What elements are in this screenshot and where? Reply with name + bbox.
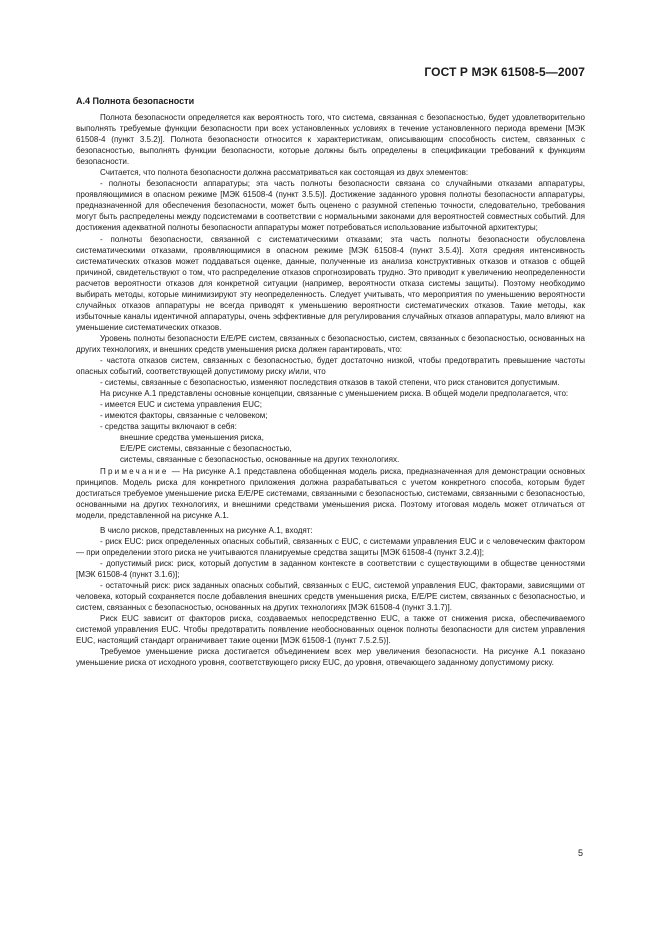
paragraph: - допустимый риск: риск, который допустим в заданном контексте в соответствии с существующими в обществе ценностями [МЭК 61508-4 (пункт 3.1.6)]; (76, 558, 585, 579)
paragraph: Полнота безопасности определяется как вероятность того, что система, связанная с безопасностью, будет удовлетворительно выполнять требуемые функции безопасности при всех установленных условиях в течение установленного периода времени [МЭК 61508-4 (пункт 3.5.2)]. Полнота безопасности относится к характеристикам, описывающим способность систем, связанных с безопасностью, выполнять функции безопасности, которые должны быть определены в спецификации требований к функциям безопасности. (76, 113, 585, 167)
paragraph: E/E/PE системы, связанные с безопасностью, (120, 444, 292, 454)
paragraph: системы, связанные с безопасностью, основанные на других технологиях. (120, 455, 400, 465)
note-text: — На рисунке А.1 представлена обобщенная модель риска, предназначенная для демонстрации основных принципов. Модель риска для конкретного приложения должна разрабатываться с учетом конкретного способа, которым будет достигаться требуемое уменьшение риска E/E/PE системами, связанными с безопасностью, системами, связанными с безопасностью, основанными на других технологиях, и внешними средствами уменьшения риска. Поэтому итоговая модель может отличаться от модели, представленной на рисунке А.1. (76, 466, 585, 520)
paragraph: - полноты безопасности, связанной с систематическими отказами; эта часть полноты безопасности обусловлена систематическими отказами, проявляющимися в опасном режиме [МЭК 61508-4 (пункт 3.5.4)]. Хотя средняя интенсивность систематических отказов может поддаваться оценке, данные, полученные из анализа конструктивных отказов и отказов с общей причиной, свидетельствуют о том, что распределение отказов спрогнозировать трудно. Это приводит к увеличению неопределенности расчетов вероятности отказов для конкретной ситуации (например, вероятности отказа системы защиты). Поэтому необходимо выбирать методы, которые минимизируют эту неопределенность. Следует учитывать, что мероприятия по уменьшению вероятности случайных отказов аппаратуры не всегда приводят к уменьшению вероятности систематических отказов. Такие методы, как избыточные каналы идентичной аппаратуры, очень эффективные для регулирования случайных отказов аппаратуры, мало влияют на уменьшение систематических отказов. (76, 234, 585, 332)
section-title: А.4 Полнота безопасности (76, 96, 195, 106)
paragraph: На рисунке А.1 представлены основные концепции, связанные с уменьшением риска. В общей модели предполагается, что: (100, 389, 569, 399)
paragraph: - частота отказов систем, связанных с безопасностью, будет достаточно низкой, чтобы предотвратить превышение частоты опасных событий, соответствующей допустимому риску и/или, что (76, 356, 585, 377)
paragraph-group-2 (76, 525, 585, 669)
page-number: 5 (577, 848, 583, 858)
paragraph: Считается, что полнота безопасности должна рассматриваться как состоящая из двух элементов: (100, 168, 469, 178)
document-header: ГОСТ Р МЭК 61508-5—2007 (424, 65, 585, 79)
paragraph: - имеется EUC и система управления EUC; (100, 400, 262, 410)
paragraph: - средства защиты включают в себя: (100, 422, 237, 432)
paragraph-group-1 (76, 112, 585, 466)
paragraph: Уровень полноты безопасности E/E/PE систем, связанных с безопасностью, систем, связанных с безопасностью, основанных на других технологиях, и внешних средств уменьшения риска должен гарантировать, что: (76, 333, 585, 354)
paragraph: - имеются факторы, связанные с человеком; (100, 411, 268, 421)
document-body (76, 95, 585, 668)
note-paragraph (76, 466, 585, 521)
paragraph: В число рисков, представленных на рисунке А.1, входят: (100, 525, 313, 535)
paragraph: - полноты безопасности аппаратуры; эта часть полноты безопасности связана со случайными отказами аппаратуры, проявляющимися в опасном режиме [МЭК 61508-4 (пункт 3.5.5)]. Достижение заданного уровня полноты безопасности аппаратуры, предназначенной для обеспечения безопасности, может быть оценено с разумной степенью точности, следовательно, требования могут быть распределены между подсистемами в соответствии с нормальными законами для вероятностей совместных событий. Для достижения адекватной полноты безопасности аппаратуры может потребоваться использование избыточной архитектуры; (76, 179, 585, 233)
paragraph: - остаточный риск: риск заданных опасных событий, связанных с EUC, системой управления EUC, факторами, зависящими от человека, который сохраняется после добавления внешних средств уменьшения риска, E/E/PE систем, связанных с безопасностью, и систем, связанных с безопасностью, основанных на других технологиях [МЭК 61508-4 (пункт 3.1.7)]. (76, 580, 585, 613)
paragraph: - системы, связанные с безопасностью, изменяют последствия отказов в такой степени, что риск становится допустимым. (100, 378, 560, 388)
paragraph: Требуемое уменьшение риска достигается объединением всех мер увеличения безопасности. На рисунке А.1 показано уменьшение риска от исходного уровня, соответствующего риску EUC, до уровня, отвечающего заданному допустимому риску. (76, 647, 585, 668)
paragraph: - риск EUC: риск определенных опасных событий, связанных с EUC, с системами управления EUC и с человеческим фактором — при определении этого риска не учитываются планируемые средства защиты [МЭК 61508-4 (пункт 3.2.4)]; (76, 536, 585, 557)
note-label: Примечание (100, 466, 169, 476)
paragraph: внешние средства уменьшения риска, (120, 433, 264, 443)
paragraph: Риск EUC зависит от факторов риска, создаваемых непосредственно EUC, а также от снижения риска, обеспечиваемого системой управления EUC. Чтобы предотвратить появление необоснованных оценок полноты безопасности для систем управления EUC, настоящий стандарт ограничивает такие оценки [МЭК 61508-1 (пункт 7.5.2.5)]. (76, 614, 585, 646)
